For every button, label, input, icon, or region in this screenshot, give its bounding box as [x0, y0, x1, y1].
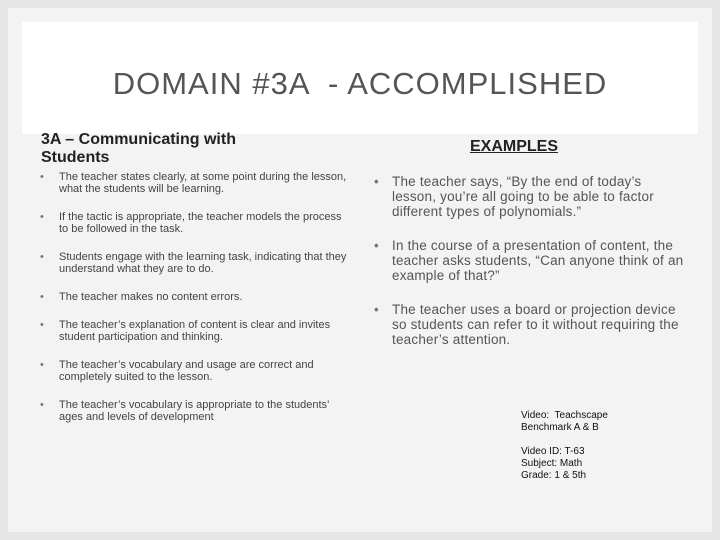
- list-item: [40, 251, 350, 275]
- list-item-text: The teacher uses a board or projection device so students can refer to it without requiring the teacher’s attention.: [392, 302, 679, 347]
- bullet-icon: •: [40, 359, 44, 371]
- list-item: [40, 291, 350, 303]
- list-item: [40, 319, 350, 343]
- list-item-text: The teacher says, “By the end of today’s lesson, you’re all going to be able to factor different types of polynomials.”: [392, 174, 654, 219]
- bullet-icon: •: [40, 171, 44, 183]
- list-item-text: The teacher states clearly, at some point during the lesson, what the students will be learning.: [59, 171, 347, 195]
- video-id: Video ID: T-63: [521, 446, 585, 457]
- examples-heading: EXAMPLES: [470, 138, 559, 155]
- slide-title: DOMAIN #3A - ACCOMPLISHED: [112, 66, 608, 101]
- bullet-icon: •: [374, 238, 379, 253]
- list-item: [40, 171, 350, 195]
- list-item-text: If the tactic is appropriate, the teacher models the process to be followed in the task.: [59, 211, 342, 235]
- list-item: [374, 174, 684, 219]
- bullet-icon: •: [40, 251, 44, 263]
- video-benchmark: Benchmark A & B: [521, 422, 599, 433]
- video-subject: Subject: Math: [521, 458, 583, 469]
- list-item-text: The teacher’s explanation of content is clear and invites student participation and thinking.: [59, 319, 331, 343]
- video-info: [521, 410, 691, 482]
- bullet-icon: •: [374, 174, 379, 189]
- video-grade: Grade: 1 & 5th: [521, 470, 587, 481]
- video-title: Video: Teachscape: [521, 410, 608, 421]
- list-item: [374, 238, 684, 283]
- list-item: [40, 211, 350, 235]
- list-item-text: The teacher makes no content errors.: [59, 291, 243, 303]
- bullet-icon: •: [374, 302, 379, 317]
- bullet-icon: •: [40, 319, 44, 331]
- bullet-icon: •: [40, 291, 44, 303]
- list-item-text: In the course of a presentation of content, the teacher asks students, “Can anyone think of an example of that?”: [392, 238, 684, 283]
- list-item: [40, 399, 350, 423]
- bullet-icon: •: [40, 211, 44, 223]
- title-box: [22, 22, 698, 134]
- list-item-text: Students engage with the learning task, indicating that they understand what they are to do.: [59, 251, 347, 275]
- list-item: [374, 302, 684, 347]
- examples-list: [374, 174, 684, 366]
- list-item-text: The teacher’s vocabulary is appropriate to the students’ ages and levels of development: [59, 399, 330, 423]
- list-item: [40, 359, 350, 383]
- criteria-list: [40, 171, 350, 439]
- left-heading: 3A – Communicating with Students: [41, 131, 236, 166]
- list-item-text: The teacher’s vocabulary and usage are correct and completely suited to the lesson.: [59, 359, 314, 383]
- bullet-icon: •: [40, 399, 44, 411]
